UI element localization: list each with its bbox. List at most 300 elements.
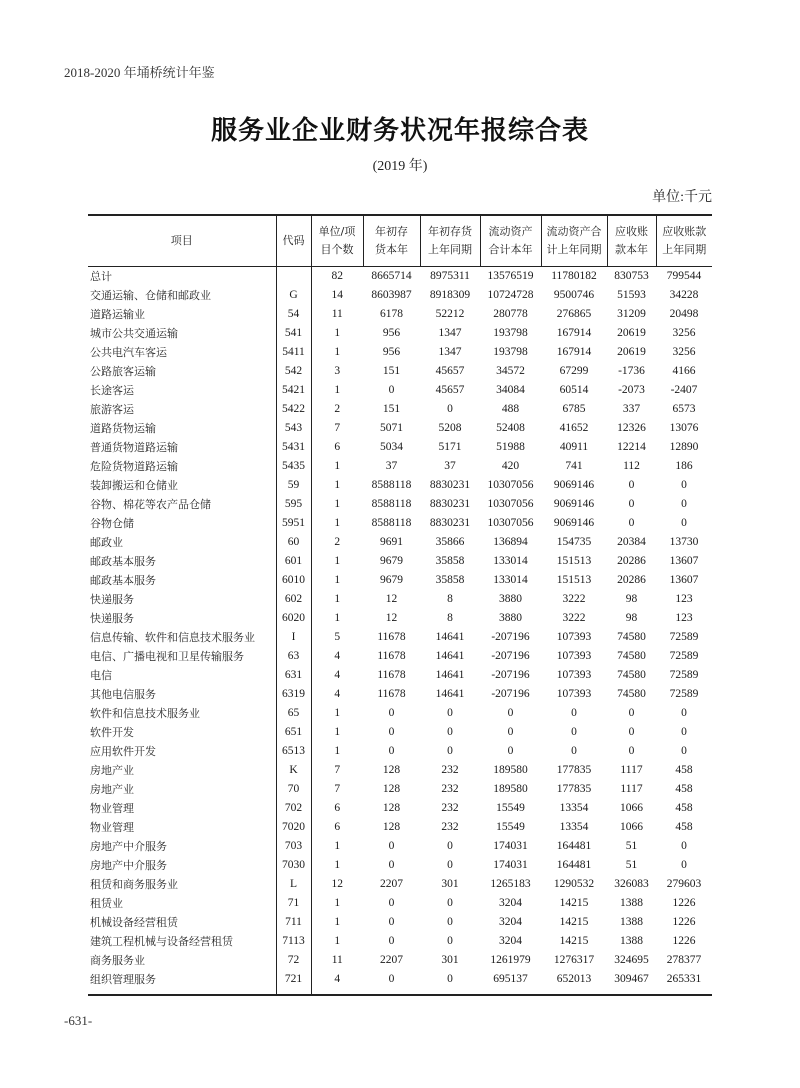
- row-receivables-this-year: 1117: [620, 764, 643, 776]
- row-item-name: 组织管理服务: [90, 973, 156, 986]
- row-current-assets-this-year: 10307056: [487, 498, 534, 510]
- row-receivables-this-year: 1117: [620, 783, 643, 795]
- row-code: 59: [276, 476, 311, 495]
- row-item-name: 房地产中介服务: [90, 859, 167, 872]
- row-current-assets-last-year: 652013: [556, 973, 592, 985]
- table-row: [88, 875, 712, 894]
- header-inventory-this-year: [363, 215, 420, 267]
- row-receivables-this-year: 0: [628, 707, 635, 719]
- table-row: [88, 495, 712, 514]
- row-receivables-this-year: 309467: [614, 973, 649, 985]
- row-current-assets-this-year: 695137: [493, 973, 528, 985]
- row-inventory-this-year: 5071: [380, 422, 403, 434]
- row-unit-count: 1: [334, 707, 341, 719]
- row-unit-count: 5: [334, 631, 341, 643]
- header-text-line: 项目: [170, 234, 193, 247]
- header-current-assets-this-year: [480, 215, 541, 267]
- header-text-line: 上年同期: [428, 243, 472, 256]
- row-inventory-this-year: 2207: [380, 878, 403, 890]
- row-current-assets-this-year: 1261979: [490, 954, 531, 966]
- row-inventory-this-year: 0: [388, 707, 395, 719]
- row-code: 60: [276, 533, 311, 552]
- row-receivables-last-year: 458: [675, 764, 693, 776]
- row-unit-count: 7: [334, 783, 341, 795]
- row-current-assets-this-year: -207196: [491, 688, 530, 700]
- row-receivables-last-year: -2407: [670, 384, 698, 396]
- row-inventory-last-year: 0: [447, 403, 453, 415]
- row-item-name: 危险货物道路运输: [90, 460, 178, 473]
- row-inventory-this-year: 12: [385, 593, 398, 605]
- row-unit-count: 6: [334, 821, 341, 833]
- row-current-assets-last-year: 167914: [556, 346, 592, 358]
- row-code: 5421: [276, 381, 311, 400]
- page-subtitle: (2019 年): [372, 159, 428, 174]
- row-inventory-this-year: 128: [382, 783, 401, 795]
- row-inventory-this-year: 8588118: [371, 479, 412, 491]
- row-receivables-last-year: 0: [681, 726, 687, 738]
- header-text-line: 代码: [282, 234, 305, 247]
- header-text-line: 流动资产合: [546, 225, 602, 238]
- row-receivables-this-year: 0: [628, 726, 635, 738]
- row-receivables-this-year: 31209: [617, 308, 646, 320]
- row-receivables-this-year: 51593: [617, 289, 646, 301]
- row-current-assets-this-year: 174031: [493, 840, 528, 852]
- row-inventory-this-year: 8588118: [371, 517, 412, 529]
- row-code: 65: [276, 704, 311, 723]
- row-code: 711: [276, 913, 311, 932]
- row-receivables-this-year: 74580: [617, 669, 646, 681]
- table-row: [88, 286, 712, 305]
- table-row: [88, 552, 712, 571]
- row-current-assets-last-year: 1290532: [553, 878, 595, 890]
- row-current-assets-last-year: 13354: [559, 802, 589, 814]
- row-inventory-this-year: 11678: [377, 650, 406, 662]
- row-current-assets-last-year: 741: [565, 460, 583, 472]
- table-row: [88, 970, 712, 995]
- table-row: [88, 419, 712, 438]
- row-current-assets-this-year: 15549: [496, 821, 525, 833]
- row-item-name: 电信、广播电视和卫星传输服务: [90, 650, 244, 663]
- row-inventory-this-year: 0: [388, 973, 395, 985]
- row-inventory-last-year: 0: [447, 745, 453, 757]
- row-unit-count: 4: [334, 650, 341, 662]
- row-inventory-this-year: 0: [388, 840, 395, 852]
- row-current-assets-this-year: 193798: [493, 346, 528, 358]
- row-inventory-last-year: 8975311: [430, 270, 470, 282]
- row-receivables-this-year: 12214: [617, 441, 646, 453]
- row-receivables-last-year: 0: [681, 840, 687, 852]
- row-current-assets-this-year: 52408: [496, 422, 525, 434]
- row-code: I: [276, 628, 311, 647]
- row-current-assets-last-year: 9069146: [553, 517, 595, 529]
- row-code: K: [276, 761, 311, 780]
- table-row: [88, 267, 712, 287]
- row-code: 702: [276, 799, 311, 818]
- row-inventory-this-year: 0: [388, 726, 395, 738]
- row-inventory-last-year: 1347: [438, 327, 462, 339]
- row-current-assets-this-year: 51988: [496, 441, 525, 453]
- row-receivables-this-year: -2073: [618, 384, 645, 396]
- row-inventory-last-year: 0: [447, 707, 453, 719]
- table-row: [88, 362, 712, 381]
- row-current-assets-last-year: 107393: [556, 631, 592, 643]
- table-body: [88, 267, 712, 996]
- row-current-assets-this-year: 3880: [499, 593, 522, 605]
- row-current-assets-this-year: 189580: [493, 783, 528, 795]
- header-text-line: 年初存: [375, 225, 408, 238]
- table-row: [88, 780, 712, 799]
- row-inventory-last-year: 8918309: [429, 289, 471, 301]
- row-unit-count: 4: [334, 669, 341, 681]
- row-receivables-this-year: 1388: [620, 916, 643, 928]
- row-item-name: 其他电信服务: [90, 688, 156, 701]
- row-item-name: 道路运输业: [90, 308, 145, 321]
- row-receivables-this-year: 51: [625, 859, 638, 871]
- row-inventory-last-year: 232: [441, 764, 459, 776]
- row-code: 543: [276, 419, 311, 438]
- row-item-name: 城市公共交通运输: [90, 327, 178, 340]
- row-inventory-last-year: 1347: [438, 346, 462, 358]
- row-unit-count: 1: [334, 574, 341, 586]
- row-unit-count: 82: [331, 270, 343, 282]
- row-current-assets-last-year: 67299: [559, 365, 589, 377]
- row-unit-count: 1: [334, 498, 341, 510]
- table-row: [88, 818, 712, 837]
- table-row: [88, 324, 712, 343]
- row-current-assets-this-year: 3204: [499, 935, 522, 947]
- row-code: 542: [276, 362, 311, 381]
- row-current-assets-this-year: 1265183: [490, 878, 531, 890]
- row-unit-count: 14: [331, 289, 343, 301]
- row-inventory-last-year: 8830231: [429, 517, 471, 529]
- row-unit-count: 7: [334, 422, 341, 434]
- page-title: 服务业企业财务状况年报综合表: [210, 116, 589, 146]
- row-current-assets-last-year: 177835: [556, 764, 592, 776]
- table-row: [88, 837, 712, 856]
- row-current-assets-this-year: 133014: [493, 574, 528, 586]
- row-receivables-last-year: 123: [675, 612, 693, 624]
- row-item-name: 房地产业: [90, 764, 134, 777]
- row-current-assets-this-year: 10724728: [487, 289, 534, 301]
- row-code: 703: [276, 837, 311, 856]
- row-unit-count: 1: [334, 935, 341, 947]
- row-receivables-this-year: 74580: [617, 631, 646, 643]
- row-inventory-this-year: 8603987: [371, 289, 412, 301]
- row-item-name: 公路旅客运输: [90, 365, 156, 378]
- row-current-assets-this-year: -207196: [491, 650, 530, 662]
- table-row: [88, 457, 712, 476]
- row-inventory-this-year: 9679: [380, 555, 403, 567]
- row-inventory-last-year: 8830231: [429, 479, 471, 491]
- row-item-name: 信息传输、软件和信息技术服务业: [90, 631, 255, 644]
- row-item-name: 快递服务: [90, 593, 134, 606]
- page-number: -631-: [64, 1013, 93, 1028]
- row-inventory-this-year: 11678: [377, 631, 406, 643]
- header-code: [276, 215, 311, 267]
- row-item-name: 交通运输、仓储和邮政业: [90, 289, 211, 302]
- header-item: [88, 215, 276, 267]
- row-inventory-last-year: 35858: [435, 555, 465, 567]
- table-row: [88, 438, 712, 457]
- row-current-assets-last-year: 13354: [559, 821, 589, 833]
- row-receivables-last-year: 3256: [672, 346, 696, 358]
- row-unit-count: 1: [334, 384, 341, 396]
- row-inventory-last-year: 14641: [435, 631, 465, 643]
- header-inventory-last-year: [420, 215, 480, 267]
- row-receivables-last-year: 34228: [669, 289, 699, 301]
- row-current-assets-this-year: 0: [507, 726, 514, 738]
- row-inventory-this-year: 37: [385, 460, 398, 472]
- row-item-name: 谷物仓储: [90, 517, 134, 530]
- row-code: L: [276, 875, 311, 894]
- row-current-assets-this-year: 280778: [493, 308, 528, 320]
- row-inventory-this-year: 0: [388, 897, 395, 909]
- row-inventory-last-year: 8: [447, 612, 453, 624]
- row-receivables-this-year: 324695: [614, 954, 649, 966]
- row-code: 7113: [276, 932, 311, 951]
- row-receivables-this-year: 337: [622, 403, 641, 415]
- row-inventory-last-year: 35866: [435, 536, 465, 548]
- row-current-assets-this-year: 189580: [493, 764, 528, 776]
- row-receivables-this-year: 12326: [617, 422, 646, 434]
- row-current-assets-last-year: 14215: [559, 897, 589, 909]
- row-receivables-last-year: 72589: [669, 650, 699, 662]
- row-code: 63: [276, 647, 311, 666]
- row-item-name: 普通货物道路运输: [90, 441, 178, 454]
- table-row: [88, 913, 712, 932]
- row-current-assets-this-year: 10307056: [487, 517, 534, 529]
- row-current-assets-this-year: 488: [501, 403, 520, 415]
- row-code: 6513: [276, 742, 311, 761]
- row-item-name: 房地产中介服务: [90, 840, 167, 853]
- header-text-line: 单位/项: [318, 225, 356, 238]
- row-current-assets-this-year: 15549: [496, 802, 525, 814]
- table-row: [88, 628, 712, 647]
- row-current-assets-last-year: 177835: [556, 783, 592, 795]
- row-current-assets-this-year: 174031: [493, 859, 528, 871]
- row-unit-count: 6: [334, 441, 341, 453]
- row-current-assets-last-year: 40911: [559, 441, 589, 453]
- row-receivables-last-year: 1226: [672, 897, 696, 909]
- row-receivables-this-year: 74580: [617, 688, 646, 700]
- row-item-name: 租赁和商务服务业: [90, 878, 178, 891]
- row-receivables-last-year: 13607: [669, 574, 699, 586]
- table-row: [88, 685, 712, 704]
- row-inventory-last-year: 0: [447, 916, 453, 928]
- row-current-assets-last-year: 0: [571, 745, 577, 757]
- row-current-assets-last-year: 9069146: [553, 479, 595, 491]
- table-row: [88, 305, 712, 324]
- row-current-assets-this-year: 420: [501, 460, 520, 472]
- row-current-assets-last-year: 14215: [559, 935, 589, 947]
- row-receivables-this-year: 0: [628, 745, 635, 757]
- row-current-assets-this-year: 34084: [496, 384, 525, 396]
- row-code: 541: [276, 324, 311, 343]
- row-code: 6020: [276, 609, 311, 628]
- row-receivables-this-year: 98: [625, 612, 638, 624]
- row-current-assets-last-year: 151513: [556, 574, 592, 586]
- row-code: 70: [276, 780, 311, 799]
- row-code: 72: [276, 951, 311, 970]
- table-row: [88, 609, 712, 628]
- row-receivables-last-year: 12890: [669, 441, 699, 453]
- row-receivables-last-year: 278377: [666, 954, 702, 966]
- row-unit-count: 7: [334, 764, 341, 776]
- row-inventory-last-year: 0: [447, 897, 453, 909]
- row-inventory-last-year: 35858: [435, 574, 465, 586]
- row-code: 5951: [276, 514, 311, 533]
- row-current-assets-last-year: 6785: [562, 403, 586, 415]
- row-current-assets-last-year: 164481: [556, 840, 592, 852]
- row-unit-count: 1: [334, 745, 341, 757]
- row-receivables-last-year: 72589: [669, 631, 699, 643]
- table-row: [88, 381, 712, 400]
- row-unit-count: 1: [334, 479, 341, 491]
- row-unit-count: 1: [334, 612, 341, 624]
- row-current-assets-this-year: 10307056: [487, 479, 534, 491]
- unit-label: 单位:千元: [652, 190, 712, 205]
- row-inventory-this-year: 0: [388, 859, 395, 871]
- row-inventory-last-year: 301: [441, 954, 459, 966]
- row-unit-count: 11: [331, 954, 343, 966]
- row-item-name: 物业管理: [90, 821, 134, 834]
- row-current-assets-last-year: 9069146: [553, 498, 595, 510]
- row-inventory-last-year: 8: [447, 593, 453, 605]
- row-code: 6319: [276, 685, 311, 704]
- row-inventory-this-year: 151: [382, 365, 401, 377]
- row-inventory-this-year: 151: [382, 403, 401, 415]
- row-receivables-last-year: 279603: [666, 878, 702, 890]
- table-row: [88, 400, 712, 419]
- row-inventory-this-year: 6178: [380, 308, 403, 320]
- table-row: [88, 894, 712, 913]
- row-receivables-this-year: 1066: [620, 802, 643, 814]
- row-item-name: 商务服务业: [90, 954, 145, 967]
- row-receivables-last-year: 72589: [669, 669, 699, 681]
- row-code: 7020: [276, 818, 311, 837]
- row-current-assets-last-year: 107393: [556, 650, 592, 662]
- row-inventory-last-year: 14641: [435, 669, 465, 681]
- row-current-assets-last-year: 107393: [556, 688, 592, 700]
- row-unit-count: 1: [334, 555, 341, 567]
- row-inventory-last-year: 232: [441, 802, 459, 814]
- row-inventory-this-year: 2207: [380, 954, 403, 966]
- row-receivables-this-year: 1388: [620, 897, 643, 909]
- row-receivables-this-year: -1736: [618, 365, 645, 377]
- header-unit-count: [311, 215, 363, 267]
- table-row: [88, 666, 712, 685]
- row-inventory-last-year: 45657: [435, 365, 465, 377]
- row-unit-count: 1: [334, 916, 341, 928]
- financial-table: [88, 214, 712, 996]
- row-inventory-this-year: 0: [388, 916, 395, 928]
- row-receivables-last-year: 458: [675, 783, 693, 795]
- row-item-name: 总计: [90, 270, 112, 283]
- row-current-assets-last-year: 167914: [556, 327, 592, 339]
- row-unit-count: 1: [334, 346, 341, 358]
- row-unit-count: 11: [331, 308, 343, 320]
- table-row: [88, 533, 712, 552]
- row-unit-count: 1: [334, 327, 341, 339]
- table-row: [88, 514, 712, 533]
- row-inventory-this-year: 9691: [380, 536, 403, 548]
- row-unit-count: 1: [334, 517, 341, 529]
- row-item-name: 租赁业: [90, 897, 123, 910]
- row-inventory-last-year: 37: [444, 460, 456, 472]
- row-inventory-this-year: 0: [388, 745, 395, 757]
- row-item-name: 快递服务: [90, 612, 134, 625]
- row-current-assets-this-year: 193798: [493, 327, 528, 339]
- row-code: 721: [276, 970, 311, 995]
- row-unit-count: 1: [334, 460, 341, 472]
- header-text-line: 计上年同期: [546, 243, 602, 256]
- header-text-line: 应收账款: [662, 225, 707, 238]
- row-inventory-last-year: 8830231: [429, 498, 471, 510]
- row-inventory-last-year: 232: [441, 783, 459, 795]
- row-unit-count: 1: [334, 859, 341, 871]
- row-current-assets-last-year: 14215: [559, 916, 589, 928]
- row-code: 651: [276, 723, 311, 742]
- row-receivables-last-year: 0: [681, 498, 687, 510]
- row-inventory-this-year: 0: [388, 384, 395, 396]
- row-receivables-last-year: 3256: [672, 327, 696, 339]
- row-code: 5411: [276, 343, 311, 362]
- row-item-name: 电信: [90, 669, 112, 682]
- row-inventory-this-year: 956: [382, 346, 401, 358]
- table-row: [88, 476, 712, 495]
- row-inventory-this-year: 128: [382, 802, 401, 814]
- row-unit-count: 1: [334, 897, 341, 909]
- row-receivables-last-year: 6573: [672, 403, 696, 415]
- table-row: [88, 723, 712, 742]
- row-receivables-this-year: 51: [625, 840, 638, 852]
- table-row: [88, 761, 712, 780]
- header-text-line: 流动资产: [488, 225, 533, 238]
- row-current-assets-last-year: 9500746: [553, 289, 595, 301]
- row-inventory-last-year: 0: [447, 859, 453, 871]
- header-text-line: 目个数: [320, 243, 354, 256]
- row-receivables-last-year: 0: [681, 479, 687, 491]
- row-item-name: 软件开发: [90, 726, 134, 739]
- row-inventory-this-year: 11678: [377, 669, 406, 681]
- row-receivables-last-year: 13607: [669, 555, 699, 567]
- row-inventory-this-year: 11678: [377, 688, 406, 700]
- row-inventory-this-year: 128: [382, 821, 401, 833]
- row-current-assets-last-year: 154735: [556, 536, 592, 548]
- row-current-assets-last-year: 3222: [562, 593, 586, 605]
- row-receivables-this-year: 1066: [620, 821, 643, 833]
- row-unit-count: 3: [334, 365, 341, 377]
- table-row: [88, 856, 712, 875]
- row-receivables-last-year: 123: [675, 593, 693, 605]
- row-item-name: 长途客运: [90, 384, 134, 397]
- header-text-line: 年初存货: [428, 225, 472, 238]
- row-receivables-this-year: 20619: [617, 346, 646, 358]
- row-receivables-this-year: 112: [623, 460, 640, 472]
- row-receivables-this-year: 326083: [614, 878, 649, 890]
- row-code: 5431: [276, 438, 311, 457]
- row-item-name: 软件和信息技术服务业: [90, 707, 200, 720]
- row-code: G: [276, 286, 311, 305]
- row-receivables-last-year: 458: [675, 821, 693, 833]
- row-current-assets-this-year: 133014: [493, 555, 528, 567]
- row-item-name: 邮政业: [90, 536, 123, 549]
- row-inventory-last-year: 0: [447, 973, 453, 985]
- row-unit-count: 12: [331, 878, 343, 890]
- row-current-assets-last-year: 41652: [559, 422, 589, 434]
- row-item-name: 道路货物运输: [90, 422, 156, 435]
- row-inventory-this-year: 956: [382, 327, 401, 339]
